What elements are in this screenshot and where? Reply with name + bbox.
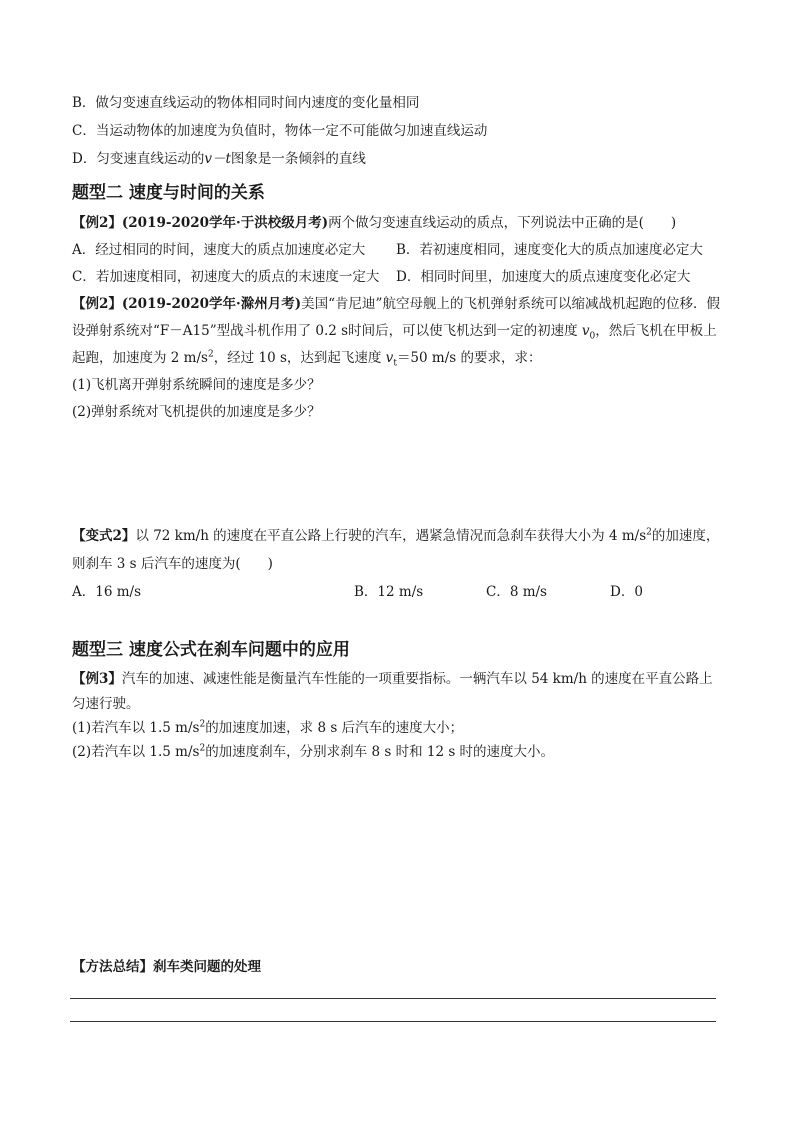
example-3-line-2: 匀速行驶。 — [72, 696, 140, 712]
variant-2-line-2: 则刹车 3 s 后汽车的速度为( ) — [72, 556, 273, 572]
example-2a-option-d: D．相同时间里，加速度大的质点速度变化必定大 — [396, 269, 691, 285]
example-2b-question-2: (2)弹射系统对飞机提供的加速度是多少？ — [72, 404, 321, 420]
example-3-question-2: (2)若汽车以 1.5 $m/s^2$的加速度刹车，分别求刹车 8 s 时和 12 s 时的速度大小。 — [72, 743, 555, 760]
q1-option-b: B．做匀变速直线运动的物体相同时间内速度的变化量相同 — [72, 95, 420, 111]
variant-2-option-a: A．16 m/s — [72, 584, 141, 600]
example-3-question-1: (1)若汽车以 1.5 $m/s^2$的加速度加速，求 8 s 后汽车的速度大小； — [72, 719, 464, 736]
example-2b-line-2: 设弹射系统对“F－A15”型战斗机作用了 0.2 s时间后，可以使飞机达到一定的初速度 $v_0$，然后飞机在甲板上 — [72, 323, 717, 342]
variant-2-line-1: 【变式2】以 72 km/h 的速度在平直公路上行驶的汽车，遇紧急情况而急刹车获得大小为 4 $m/s^2$的加速度， — [72, 527, 720, 544]
variant-2-option-b: B．12 m/s — [354, 584, 424, 600]
example-2a-option-c: C．若加速度相同，初速度大的质点的末速度一定大 — [72, 269, 380, 285]
answer-line-1[interactable] — [70, 998, 716, 999]
method-summary-heading: 【方法总结】刹车类问题的处理 — [72, 959, 261, 975]
section-2-heading: 题型二 速度与时间的关系 — [72, 183, 265, 203]
example-2a-stem: 【例2】(2019-2020学年·于洪校级月考)两个做匀变速直线运动的质点，下列说法中正确的是( ) — [72, 215, 677, 231]
example-3-line-1: 【例3】汽车的加速、减速性能是衡量汽车性能的一项重要指标。一辆汽车以 54 km/h 的速度在平直公路上 — [72, 671, 713, 687]
example-2b-line-3: 起跑，加速度为 2 $m/s^2$，经过 10 s，达到起飞速度 $v_t=50$ m/s 的要求，求： — [72, 349, 542, 369]
example-2a-option-b: B．若初速度相同，速度变化大的质点加速度必定大 — [396, 242, 703, 258]
q1-option-c: C．当运动物体的加速度为负值时，物体一定不可能做匀加速直线运动 — [72, 123, 488, 139]
variant-2-option-d: D．0 — [610, 584, 643, 600]
example-2a-option-a: A．经过相同的时间，速度大的质点加速度必定大 — [72, 242, 366, 258]
example-2b-line-1: 【例2】(2019-2020学年·滁州月考)美国“肯尼迪”航空母舰上的飞机弹射系统可以缩减战机起跑的位移．假 — [72, 296, 720, 312]
q1-option-d: D．匀变速直线运动的v－t图象是一条倾斜的直线 — [72, 151, 366, 167]
variant-2-option-c: C．8 m/s — [486, 584, 547, 600]
section-3-heading: 题型三 速度公式在刹车问题中的应用 — [72, 640, 350, 660]
example-2b-question-1: (1)飞机离开弹射系统瞬间的速度是多少？ — [72, 377, 321, 393]
answer-line-2[interactable] — [70, 1021, 716, 1022]
